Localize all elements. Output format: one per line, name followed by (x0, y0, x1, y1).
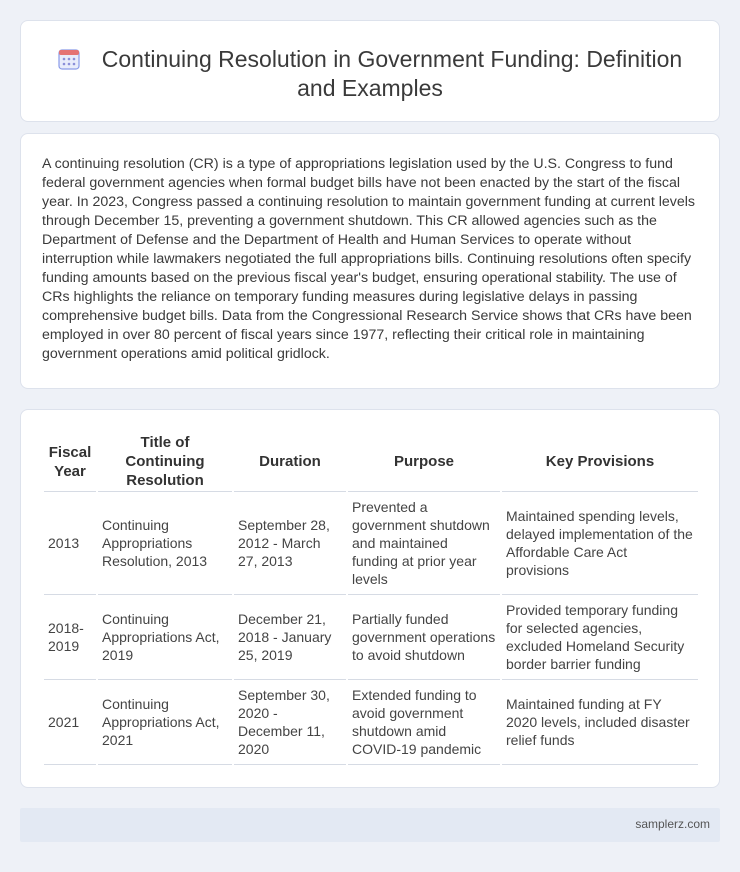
footer-site-link[interactable]: samplerz.com (635, 817, 710, 831)
cell-title: Continuing Appropriations Resolution, 2013 (98, 492, 232, 595)
cell-duration: December 21, 2018 - January 25, 2019 (234, 595, 346, 680)
header-purpose: Purpose (348, 432, 500, 492)
header-duration: Duration (234, 432, 346, 492)
calendar-icon (58, 48, 80, 70)
cell-year: 2021 (44, 680, 96, 765)
page-title: Continuing Resolution in Government Funding: Definition and Examples (101, 46, 683, 101)
cell-title: Continuing Appropriations Act, 2019 (98, 595, 232, 680)
cell-year: 2018-2019 (44, 595, 96, 680)
cell-purpose: Partially funded government operations to avoid shutdown (348, 595, 500, 680)
cell-duration: September 28, 2012 - March 27, 2013 (234, 492, 346, 595)
cell-year: 2013 (44, 492, 96, 595)
cell-provisions: Maintained funding at FY 2020 levels, included disaster relief funds (502, 680, 698, 765)
header-fiscal-year: Fiscal Year (44, 432, 96, 492)
cell-provisions: Provided temporary funding for selected agencies, excluded Homeland Security border barrier funding (502, 595, 698, 680)
cell-purpose: Prevented a government shutdown and maintained funding at prior year levels (348, 492, 500, 595)
header-title: Title of Continuing Resolution (98, 432, 232, 492)
page-title-wrap (45, 45, 695, 103)
table-row (44, 595, 698, 680)
table-row (44, 680, 698, 765)
cell-purpose: Extended funding to avoid government shutdown amid COVID-19 pandemic (348, 680, 500, 765)
intro-card (20, 133, 720, 389)
title-card (20, 20, 720, 122)
cell-duration: September 30, 2020 - December 11, 2020 (234, 680, 346, 765)
footer (20, 808, 720, 842)
header-key-provisions: Key Provisions (502, 432, 698, 492)
table-card (20, 409, 720, 788)
intro-paragraph: A continuing resolution (CR) is a type of appropriations legislation used by the U.S. Congress to fund federal government agencies when formal budget bills have not been enacted by the start of the fiscal year. In 2023, Congress passed a continuing resolution to maintain government funding at current levels through December 15, preventing a government shutdown. This CR allowed agencies such as the Department of Defense and the Department of Health and Human Services to operate without interruption while lawmakers negotiated the full appropriations bills. Continuing resolutions often specify funding amounts based on the previous fiscal year's budget, ensuring operational stability. The use of CRs highlights the reliance on temporary funding measures during legislative delays in passing comprehensive budget bills. Data from the Congressional Research Service shows that CRs have been employed in over 80 percent of fiscal years since 1977, reflecting their critical role in maintaining government operations amid political gridlock. (42, 156, 696, 362)
table-header-row (44, 432, 698, 492)
cr-table (42, 432, 700, 765)
cell-provisions: Maintained spending levels, delayed implementation of the Affordable Care Act provisions (502, 492, 698, 595)
table-row (44, 492, 698, 595)
cell-title: Continuing Appropriations Act, 2021 (98, 680, 232, 765)
